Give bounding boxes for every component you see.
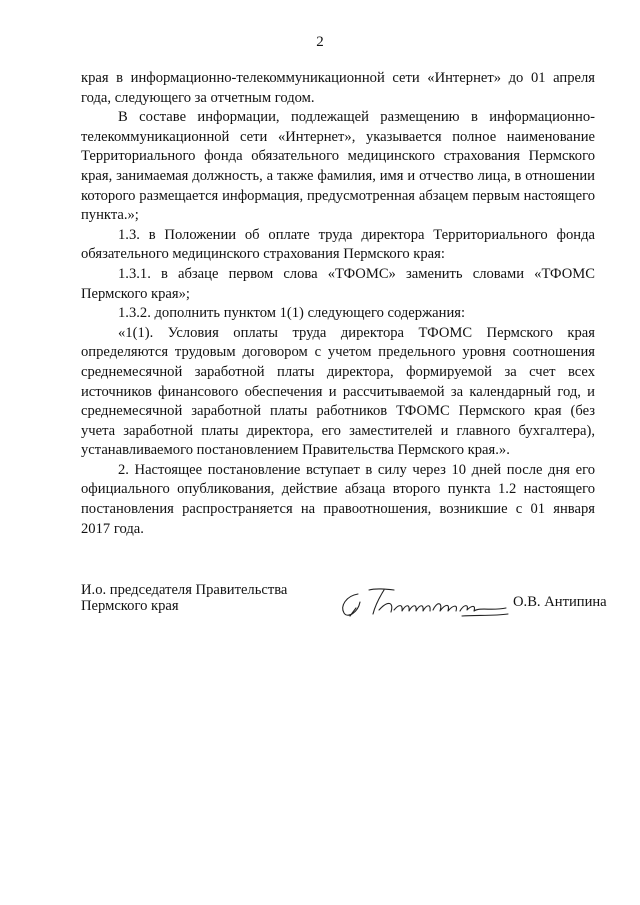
handwritten-signature xyxy=(336,586,514,620)
signatory-title-line1: И.о. председателя Правительства xyxy=(81,582,288,598)
page-number: 2 xyxy=(316,34,324,50)
paragraph-1-3-1: 1.3.1. в абзаце первом слова «ТФОМС» заменить словами «ТФОМС Пермского края»; xyxy=(81,265,595,302)
signatory-title-line2: Пермского края xyxy=(81,598,179,614)
paragraph-information-content: В составе информации, подлежащей размещению в информационно-телекоммуникационной сети «Интернет», указывается полное наименование Территориального фонда обязательного медицинского страхования Пермского края, занимаемая должность, а также фамилия, имя и отчество лица, в отношении которого размещается информация, предусмотренная абзацем первым настоящего пункта.»; xyxy=(81,109,595,224)
paragraph-point-1-1: «1(1). Условия оплаты труда директора ТФОМС Пермского края определяются трудовым договором с учетом предельного уровня соотношения среднемесячной заработной платы директора, формируемой за счет всех источников финансового обеспечения и рассчитываемой за календарный год, и среднемесячной заработной платы работников ТФОМС Пермского края (без учета заработной платы директора, его заместителей и главного бухгалтера), устанавливаемого постановлением Правительства Пермского края.». xyxy=(81,324,595,459)
paragraph-1-3-2: 1.3.2. дополнить пунктом 1(1) следующего содержания: xyxy=(118,305,466,322)
document-body xyxy=(81,69,595,539)
signature-block xyxy=(81,582,607,632)
signatory-title xyxy=(81,582,287,614)
paragraph-2: 2. Настоящее постановление вступает в силу через 10 дней после дня его официального опубликования, действие абзаца второго пункта 1.2 настоящего постановления распространяется на правоотношения, возникшие с 01 января 2017 года. xyxy=(81,461,595,537)
paragraph-continuation: края в информационно-телекоммуникационной сети «Интернет» до 01 апреля года, следующего за отчетным годом. xyxy=(81,70,595,106)
paragraph-1-3: 1.3. в Положении об оплате труда директора Территориального фонда обязательного медицинского страхования Пермского края: xyxy=(81,226,595,263)
signatory-name: О.В. Антипина xyxy=(513,594,607,610)
